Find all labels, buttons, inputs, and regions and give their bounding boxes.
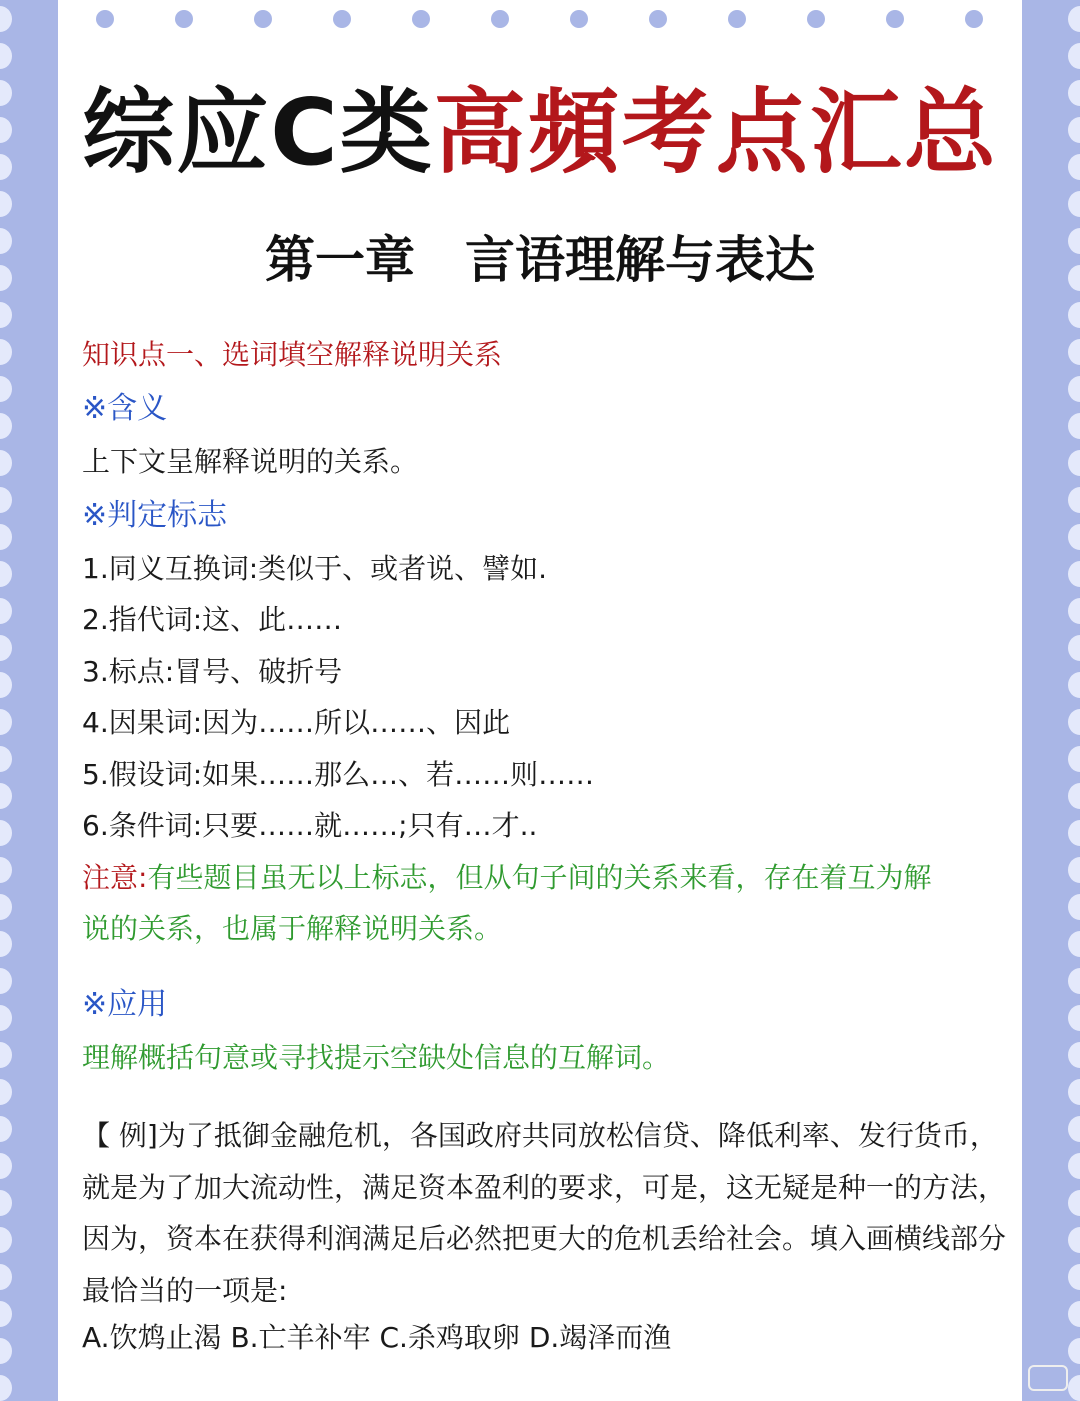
edge-dot: [1068, 43, 1080, 69]
edge-dot: [0, 376, 12, 402]
edge-dot: [1068, 894, 1080, 920]
edge-dot: [1068, 154, 1080, 180]
binding-hole: [175, 10, 193, 28]
edge-dot: [1068, 339, 1080, 365]
edge-dot: [0, 339, 12, 365]
edge-dot: [1068, 524, 1080, 550]
edge-dot: [1068, 1338, 1080, 1364]
marker-item: 4.因果词:因为……所以……、因此: [82, 706, 511, 739]
edge-dot: [0, 265, 12, 291]
edge-dot: [1068, 117, 1080, 143]
marker-item: 1.同义互换词:类似于、或者说、譬如.: [82, 552, 548, 585]
edge-dot: [0, 302, 12, 328]
example-options: A.饮鸩止渴 B.亡羊补牢 C.杀鸡取卵 D.竭泽而渔: [82, 1321, 672, 1354]
edge-dot: [0, 1227, 12, 1253]
edge-dot: [1068, 1042, 1080, 1068]
title-red-part: 高頻考点汇总: [433, 79, 998, 186]
note-line-continued: 说的关系，也属于解释说明关系。: [82, 912, 503, 945]
edge-dot: [0, 1079, 12, 1105]
edge-dot: [1068, 1190, 1080, 1216]
edge-dot: [1068, 80, 1080, 106]
edge-dot: [0, 598, 12, 624]
edge-dot: [1068, 1005, 1080, 1031]
edge-dot: [1068, 413, 1080, 439]
edge-dot: [0, 857, 12, 883]
binding-hole: [570, 10, 588, 28]
notebook-page: [58, 0, 1022, 1401]
edge-dot: [0, 1190, 12, 1216]
edge-dot: [1068, 191, 1080, 217]
edge-dot: [1068, 598, 1080, 624]
edge-dot: [1068, 820, 1080, 846]
edge-dot: [1068, 1079, 1080, 1105]
edge-dot: [0, 450, 12, 476]
edge-dot: [0, 524, 12, 550]
left-edge-decoration: [0, 0, 60, 1401]
edge-dot: [0, 1338, 12, 1364]
chapter-title: 第一章 言语理解与表达: [265, 231, 815, 289]
edge-dot: [0, 746, 12, 772]
edge-dot: [0, 783, 12, 809]
meaning-heading: ※含义: [82, 391, 168, 426]
edge-dot: [0, 931, 12, 957]
edge-dot: [1068, 1116, 1080, 1142]
edge-dot: [1068, 487, 1080, 513]
edge-dot: [1068, 265, 1080, 291]
edge-dot: [0, 154, 12, 180]
edge-dot: [1068, 1153, 1080, 1179]
edge-dot: [0, 43, 12, 69]
binding-hole: [807, 10, 825, 28]
edge-dot: [0, 80, 12, 106]
edge-dot: [0, 1375, 12, 1401]
edge-dot: [0, 1042, 12, 1068]
edge-dot: [1068, 561, 1080, 587]
edge-dot: [0, 635, 12, 661]
binding-hole: [412, 10, 430, 28]
edge-dot: [0, 820, 12, 846]
edge-dot: [1068, 228, 1080, 254]
edge-dot: [0, 894, 12, 920]
edge-dot: [0, 1264, 12, 1290]
edge-dot: [1068, 931, 1080, 957]
binding-hole: [96, 10, 114, 28]
edge-dot: [1068, 857, 1080, 883]
binding-hole: [491, 10, 509, 28]
edge-dot: [0, 6, 12, 32]
note-line: [82, 858, 1012, 898]
meaning-text: 上下文呈解释说明的关系。: [82, 445, 419, 478]
right-edge-decoration: [1020, 0, 1080, 1401]
edge-dot: [1068, 1264, 1080, 1290]
edge-dot: [1068, 746, 1080, 772]
marker-heading: ※判定标志: [82, 498, 228, 533]
edge-dot: [0, 117, 12, 143]
edge-dot: [0, 191, 12, 217]
page-title: [58, 78, 1022, 188]
edge-dot: [1068, 783, 1080, 809]
edge-dot: [1068, 450, 1080, 476]
edge-dot: [0, 709, 12, 735]
marker-item: 2.指代词:这、此……: [82, 603, 343, 636]
edge-dot: [0, 1005, 12, 1031]
binding-holes: [58, 10, 1022, 34]
edge-dot: [0, 561, 12, 587]
edge-dot: [1068, 709, 1080, 735]
edge-dot: [0, 672, 12, 698]
edge-dot: [0, 487, 12, 513]
edge-dot: [1068, 1301, 1080, 1327]
section-heading: 知识点一、选词填空解释说明关系: [82, 338, 503, 371]
binding-hole: [886, 10, 904, 28]
application-heading: ※应用: [82, 987, 168, 1022]
edge-dot: [1068, 672, 1080, 698]
marker-item: 6.条件词:只要……就……;只有…才..: [82, 809, 538, 842]
edge-dot: [0, 1153, 12, 1179]
edge-dot: [0, 1116, 12, 1142]
edge-dot: [0, 228, 12, 254]
note-label: 注意:: [82, 861, 148, 894]
edge-dot: [0, 968, 12, 994]
binding-hole: [728, 10, 746, 28]
edge-dot: [1068, 6, 1080, 32]
edge-dot: [1068, 1375, 1080, 1401]
edge-dot: [1068, 302, 1080, 328]
application-text: 理解概括句意或寻找提示空缺处信息的互解词。: [82, 1041, 671, 1074]
binding-hole: [254, 10, 272, 28]
note-text: 有些题目虽无以上标志，但从句子间的关系来看，存在着互为解: [147, 861, 932, 894]
edge-dot: [1068, 635, 1080, 661]
edge-dot: [1068, 968, 1080, 994]
marker-item: 3.标点:冒号、破折号: [82, 655, 343, 688]
watermark-icon: [1028, 1365, 1068, 1391]
edge-dot: [1068, 1227, 1080, 1253]
binding-hole: [333, 10, 351, 28]
edge-dot: [1068, 376, 1080, 402]
edge-dot: [0, 413, 12, 439]
marker-item: 5.假设词:如果……那么…、若……则……: [82, 758, 595, 791]
binding-hole: [965, 10, 983, 28]
example-question: 【 例]为了抵御金融危机，各国政府共同放松信贷、降低利率、发行货币，就是为了加大流动性，满足资本盈利的要求，可是，这无疑是种一的方法，因为，资本在获得利润满足后必然把更大的危机丢给社会。填入画横线部分最恰当的一项是:: [82, 1119, 1007, 1307]
binding-hole: [649, 10, 667, 28]
title-black-part: 综应C类: [82, 79, 434, 186]
edge-dot: [0, 1301, 12, 1327]
